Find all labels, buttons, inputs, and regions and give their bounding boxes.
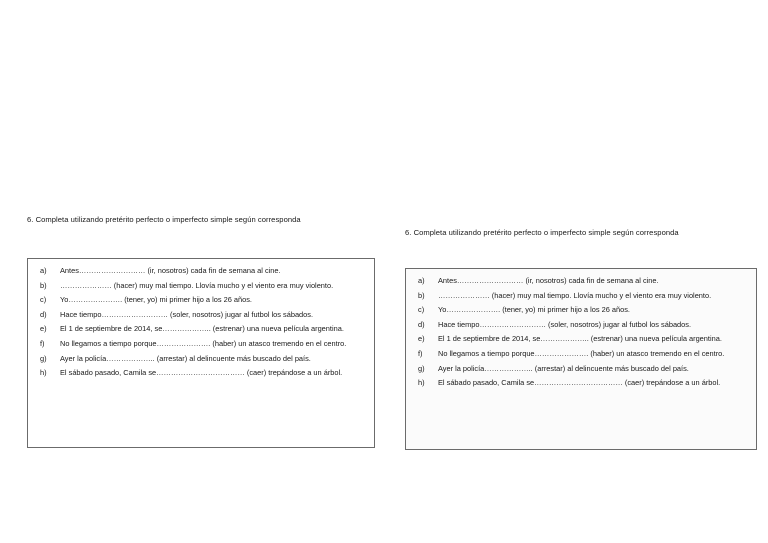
exercise-item <box>418 318 750 333</box>
item-letter: g) <box>418 363 425 373</box>
exercise-item <box>40 308 368 323</box>
exercise-heading: 6. Completa utilizando pretérito perfecto o imperfecto simple según corresponda <box>27 215 301 224</box>
item-text: El sábado pasado, Camila se……………………………… (caer) trepándose a un árbol. <box>438 378 721 388</box>
item-text: Hace tiempo……………………… (soler, nosotros) jugar al futbol los sábados. <box>60 309 314 319</box>
exercise-item <box>418 274 750 289</box>
exercise-box <box>27 258 375 448</box>
exercise-box <box>405 268 757 450</box>
item-letter: b) <box>418 290 425 300</box>
item-text: Ayer la policía……………….. (arrestar) al delincuente más buscado del país. <box>60 353 311 363</box>
item-text: No llegamos a tiempo porque…………………. (haber) un atasco tremendo en el centro. <box>438 348 725 358</box>
item-letter: c) <box>40 295 47 305</box>
exercise-item <box>40 279 368 294</box>
exercise-item <box>418 289 750 304</box>
item-letter: d) <box>40 309 47 319</box>
exercise-item <box>418 303 750 318</box>
item-letter: h) <box>40 368 47 378</box>
exercise-copy-right <box>405 228 757 450</box>
item-letter: e) <box>418 334 425 344</box>
exercise-copy-left <box>27 215 375 448</box>
item-text: El sábado pasado, Camila se……………………………… (caer) trepándose a un árbol. <box>60 368 343 378</box>
item-text: Ayer la policía……………….. (arrestar) al delincuente más buscado del país. <box>438 363 689 373</box>
item-text: ………………… (hacer) muy mal tiempo. Llovía mucho y el viento era muy violento. <box>438 290 712 300</box>
item-letter: c) <box>418 305 425 315</box>
exercise-item <box>40 322 368 337</box>
exercise-item <box>40 366 368 381</box>
exercise-item <box>418 332 750 347</box>
item-text: ………………… (hacer) muy mal tiempo. Llovía mucho y el viento era muy violento. <box>60 280 334 290</box>
item-text: No llegamos a tiempo porque…………………. (haber) un atasco tremendo en el centro. <box>60 338 347 348</box>
item-letter: f) <box>418 348 423 358</box>
exercise-item <box>418 362 750 377</box>
item-letter: e) <box>40 324 47 334</box>
item-text: Hace tiempo……………………… (soler, nosotros) jugar al futbol los sábados. <box>438 319 692 329</box>
exercise-item <box>418 376 750 391</box>
item-text: El 1 de septiembre de 2014, se……………….. (estrenar) una nueva película argentina. <box>60 324 344 334</box>
item-letter: b) <box>40 280 47 290</box>
exercise-item <box>40 352 368 367</box>
item-letter: a) <box>40 266 47 275</box>
exercise-item-list <box>418 274 750 391</box>
item-text: Antes……………………… (ir, nosotros) cada fin de semana al cine. <box>60 266 281 275</box>
item-letter: g) <box>40 353 47 363</box>
item-letter: a) <box>418 276 425 285</box>
exercise-item <box>40 337 368 352</box>
exercise-item-list <box>40 264 368 381</box>
exercise-item <box>40 293 368 308</box>
exercise-item <box>40 264 368 279</box>
item-letter: d) <box>418 319 425 329</box>
item-text: Antes……………………… (ir, nosotros) cada fin de semana al cine. <box>438 276 659 285</box>
exercise-item <box>418 347 750 362</box>
item-letter: f) <box>40 338 45 348</box>
item-letter: h) <box>418 378 425 388</box>
item-text: El 1 de septiembre de 2014, se……………….. (estrenar) una nueva película argentina. <box>438 334 722 344</box>
item-text: Yo…………………. (tener, yo) mi primer hijo a los 26 años. <box>438 305 630 315</box>
item-text: Yo…………………. (tener, yo) mi primer hijo a los 26 años. <box>60 295 252 305</box>
exercise-heading: 6. Completa utilizando pretérito perfecto o imperfecto simple según corresponda <box>405 228 679 237</box>
